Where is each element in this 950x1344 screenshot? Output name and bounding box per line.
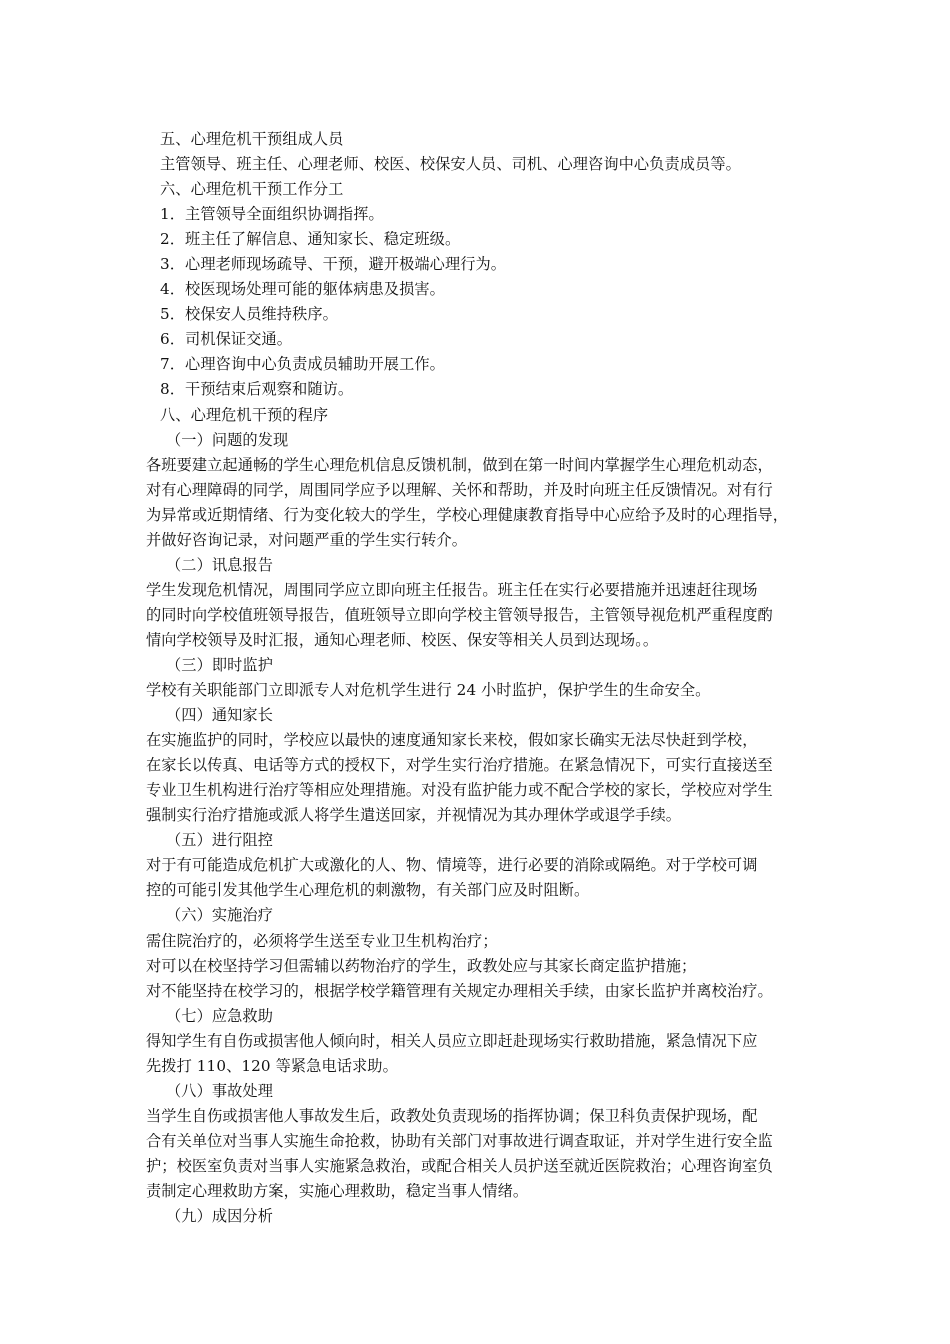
- list-item: 5．校保安人员维持秩序。: [160, 305, 338, 324]
- paragraph-line: 学生发现危机情况，周围同学应立即向班主任报告。班主任在实行必要措施并迅速赶往现场: [146, 580, 758, 599]
- subsection-heading: （二）讯息报告: [166, 555, 274, 574]
- paragraph-line: 责制定心理救助方案，实施心理救助，稳定当事人情绪。: [146, 1181, 529, 1200]
- section-heading: 五、心理危机干预组成人员: [160, 130, 344, 148]
- list-item: 7．心理咨询中心负责成员辅助开展工作。: [160, 355, 445, 374]
- paragraph-line: 在实施监护的同时，学校应以最快的速度通知家长来校，假如家长确实无法尽快赶到学校，: [146, 731, 758, 750]
- paragraph-line: 各班要建立起通畅的学生心理危机信息反馈机制，做到在第一时间内掌握学生心理危机动态，: [146, 455, 773, 474]
- paragraph-line: 在家长以传真、电话等方式的授权下，对学生实行治疗措施。在紧急情况下，可实行直接送至: [146, 756, 773, 775]
- paragraph-line: 需住院治疗的，必须将学生送至专业卫生机构治疗；: [146, 931, 498, 950]
- paragraph-line: 并做好咨询记录，对问题严重的学生实行转介。: [146, 530, 468, 549]
- paragraph-line: 的同时向学校值班领导报告，值班领导立即向学校主管领导报告，主管领导视危机严重程度酌: [146, 605, 773, 624]
- subsection-heading: （一）问题的发现: [166, 430, 289, 449]
- subsection-heading: （三）即时监护: [166, 655, 274, 674]
- subsection-heading: （八）事故处理: [166, 1081, 274, 1100]
- list-item: 1．主管领导全面组织协调指挥。: [160, 205, 384, 224]
- paragraph-line: 情向学校领导及时汇报，通知心理老师、校医、保安等相关人员到达现场。。: [146, 630, 659, 649]
- list-item: 3．心理老师现场疏导、干预，避开极端心理行为。: [160, 255, 507, 274]
- paragraph-line: 合有关单位对当事人实施生命抢救，协助有关部门对事故进行调查取证，并对学生进行安全监: [146, 1131, 773, 1150]
- subsection-heading: （五）进行阻控: [166, 831, 274, 850]
- paragraph-line: 学校有关职能部门立即派专人对危机学生进行 24 小时监护，保护学生的生命安全。: [146, 681, 711, 700]
- paragraph-line: 对可以在校坚持学习但需辅以药物治疗的学生，政教处应与其家长商定监护措施；: [146, 956, 697, 975]
- paragraph-line: 为异常或近期情绪、行为变化较大的学生，学校心理健康教育指导中心应给予及时的心理指导，: [146, 505, 789, 524]
- paragraph-line: 得知学生有自伤或损害他人倾向时，相关人员应立即赶赴现场实行救助措施，紧急情况下应: [146, 1031, 758, 1050]
- paragraph-line: 对于有可能造成危机扩大或激化的人、物、情境等，进行必要的消除或隔绝。对于学校可调: [146, 856, 758, 875]
- list-item: 2．班主任了解信息、通知家长、稳定班级。: [160, 230, 461, 249]
- list-item: 6．司机保证交通。: [160, 330, 293, 349]
- paragraph-line: 先拨打 110、120 等紧急电话求助。: [146, 1056, 398, 1075]
- list-item: 8．干预结束后观察和随访。: [160, 380, 354, 399]
- section-heading: 六、心理危机干预工作分工: [160, 180, 344, 199]
- subsection-heading: （七）应急救助: [166, 1006, 274, 1025]
- subsection-heading: （六）实施治疗: [166, 906, 274, 925]
- paragraph-line: 控的可能引发其他学生心理危机的刺激物，有关部门应及时阻断。: [146, 881, 590, 900]
- paragraph-line: 主管领导、班主任、心理老师、校医、校保安人员、司机、心理咨询中心负责成员等。: [160, 155, 741, 174]
- subsection-heading: （九）成因分析: [166, 1207, 274, 1226]
- paragraph-line: 当学生自伤或损害他人事故发生后，政教处负责现场的指挥协调；保卫科负责保护现场，配: [146, 1106, 758, 1125]
- paragraph-line: 强制实行治疗措施或派人将学生遣送回家，并视情况为其办理休学或退学手续。: [146, 806, 682, 825]
- paragraph-line: 专业卫生机构进行治疗等相应处理措施。对没有监护能力或不配合学校的家长，学校应对学生: [146, 781, 773, 800]
- paragraph-line: 对不能坚持在校学习的，根据学校学籍管理有关规定办理相关手续，由家长监护并离校治疗。: [146, 981, 773, 1000]
- section-heading: 八、心理危机干预的程序: [160, 405, 329, 424]
- paragraph-line: 护；校医室负责对当事人实施紧急救治，或配合相关人员护送至就近医院救治；心理咨询室负: [146, 1156, 773, 1175]
- document-body: [146, 127, 808, 1229]
- list-item: 4．校医现场处理可能的躯体病患及损害。: [160, 280, 445, 299]
- paragraph-line: 对有心理障碍的同学，周围同学应予以理解、关怀和帮助，并及时向班主任反馈情况。对有行: [146, 480, 773, 499]
- subsection-heading: （四）通知家长: [166, 706, 274, 725]
